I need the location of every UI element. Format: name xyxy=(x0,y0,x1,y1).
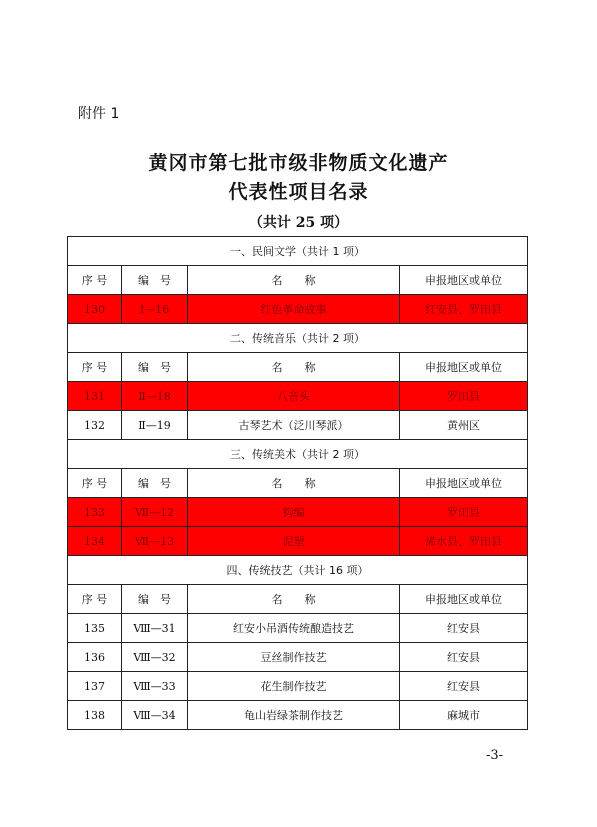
header-name: 名 称 xyxy=(188,353,400,382)
header-row xyxy=(68,353,528,382)
header-name: 名 称 xyxy=(188,266,400,295)
header-region: 申报地区或单位 xyxy=(400,469,528,498)
category-row xyxy=(68,237,528,266)
table-row xyxy=(68,672,528,701)
document-title-line1: 黄冈市第七批市级非物质文化遗产 xyxy=(148,152,449,174)
category-title: 二、传统音乐（共计 2 项） xyxy=(68,324,528,353)
cell-name: 龟山岩绿茶制作技艺 xyxy=(188,701,400,730)
category-title: 三、传统美术（共计 2 项） xyxy=(68,440,528,469)
header-row xyxy=(68,266,528,295)
header-seq: 序 号 xyxy=(68,353,122,382)
header-code: 编 号 xyxy=(122,353,188,382)
cell-region: 浠水县、罗田县 xyxy=(400,527,528,556)
page-number: -3- xyxy=(486,748,504,763)
category-row xyxy=(68,324,528,353)
header-name: 名 称 xyxy=(188,585,400,614)
cell-seq: 131 xyxy=(68,382,122,411)
header-region: 申报地区或单位 xyxy=(400,266,528,295)
cell-region: 黄州区 xyxy=(400,411,528,440)
header-seq: 序 号 xyxy=(68,469,122,498)
cell-region: 红安县、罗田县 xyxy=(400,295,528,324)
cell-seq: 132 xyxy=(68,411,122,440)
cell-region: 罗田县 xyxy=(400,498,528,527)
cell-name: 红色革命故事 xyxy=(188,295,400,324)
cell-name: 钩编 xyxy=(188,498,400,527)
header-name: 名 称 xyxy=(188,469,400,498)
cell-name: 花生制作技艺 xyxy=(188,672,400,701)
table-row xyxy=(68,643,528,672)
attachment-label: 附件 1 xyxy=(78,106,120,122)
cell-code: Ⅱ—19 xyxy=(122,411,188,440)
table-row xyxy=(68,411,528,440)
table-row xyxy=(68,614,528,643)
header-code: 编 号 xyxy=(122,585,188,614)
cell-region: 红安县 xyxy=(400,614,528,643)
header-code: 编 号 xyxy=(122,469,188,498)
cell-region: 红安县 xyxy=(400,672,528,701)
cell-code: Ⅱ—18 xyxy=(122,382,188,411)
cell-seq: 134 xyxy=(68,527,122,556)
cell-region: 罗田县 xyxy=(400,382,528,411)
table-row xyxy=(68,498,528,527)
table-row xyxy=(68,382,528,411)
cell-seq: 137 xyxy=(68,672,122,701)
heritage-table xyxy=(67,236,528,730)
cell-region: 麻城市 xyxy=(400,701,528,730)
cell-seq: 135 xyxy=(68,614,122,643)
table-row xyxy=(68,701,528,730)
total-count: （共计 25 项） xyxy=(248,215,349,231)
header-seq: 序 号 xyxy=(68,585,122,614)
category-row xyxy=(68,556,528,585)
cell-name: 泥塑 xyxy=(188,527,400,556)
category-title: 一、民间文学（共计 1 项） xyxy=(68,237,528,266)
category-title: 四、传统技艺（共计 16 项） xyxy=(68,556,528,585)
cell-name: 红安小吊酒传统酿造技艺 xyxy=(188,614,400,643)
header-region: 申报地区或单位 xyxy=(400,585,528,614)
cell-code: Ⅷ—33 xyxy=(122,672,188,701)
cell-code: Ⅶ—13 xyxy=(122,527,188,556)
cell-name: 古琴艺术（泛川琴派） xyxy=(188,411,400,440)
header-seq: 序 号 xyxy=(68,266,122,295)
cell-seq: 133 xyxy=(68,498,122,527)
header-row xyxy=(68,585,528,614)
cell-code: Ⅷ—31 xyxy=(122,614,188,643)
cell-name: 豆丝制作技艺 xyxy=(188,643,400,672)
header-code: 编 号 xyxy=(122,266,188,295)
cell-region: 红安县 xyxy=(400,643,528,672)
header-row xyxy=(68,469,528,498)
cell-seq: 130 xyxy=(68,295,122,324)
cell-code: Ⅰ—16 xyxy=(122,295,188,324)
cell-seq: 136 xyxy=(68,643,122,672)
table-row xyxy=(68,527,528,556)
header-region: 申报地区或单位 xyxy=(400,353,528,382)
document-title-line2: 代表性项目名录 xyxy=(228,181,369,203)
cell-code: Ⅷ—34 xyxy=(122,701,188,730)
category-row xyxy=(68,440,528,469)
cell-seq: 138 xyxy=(68,701,122,730)
table-row xyxy=(68,295,528,324)
cell-code: Ⅷ—32 xyxy=(122,643,188,672)
cell-name: 八音头 xyxy=(188,382,400,411)
cell-code: Ⅶ—12 xyxy=(122,498,188,527)
